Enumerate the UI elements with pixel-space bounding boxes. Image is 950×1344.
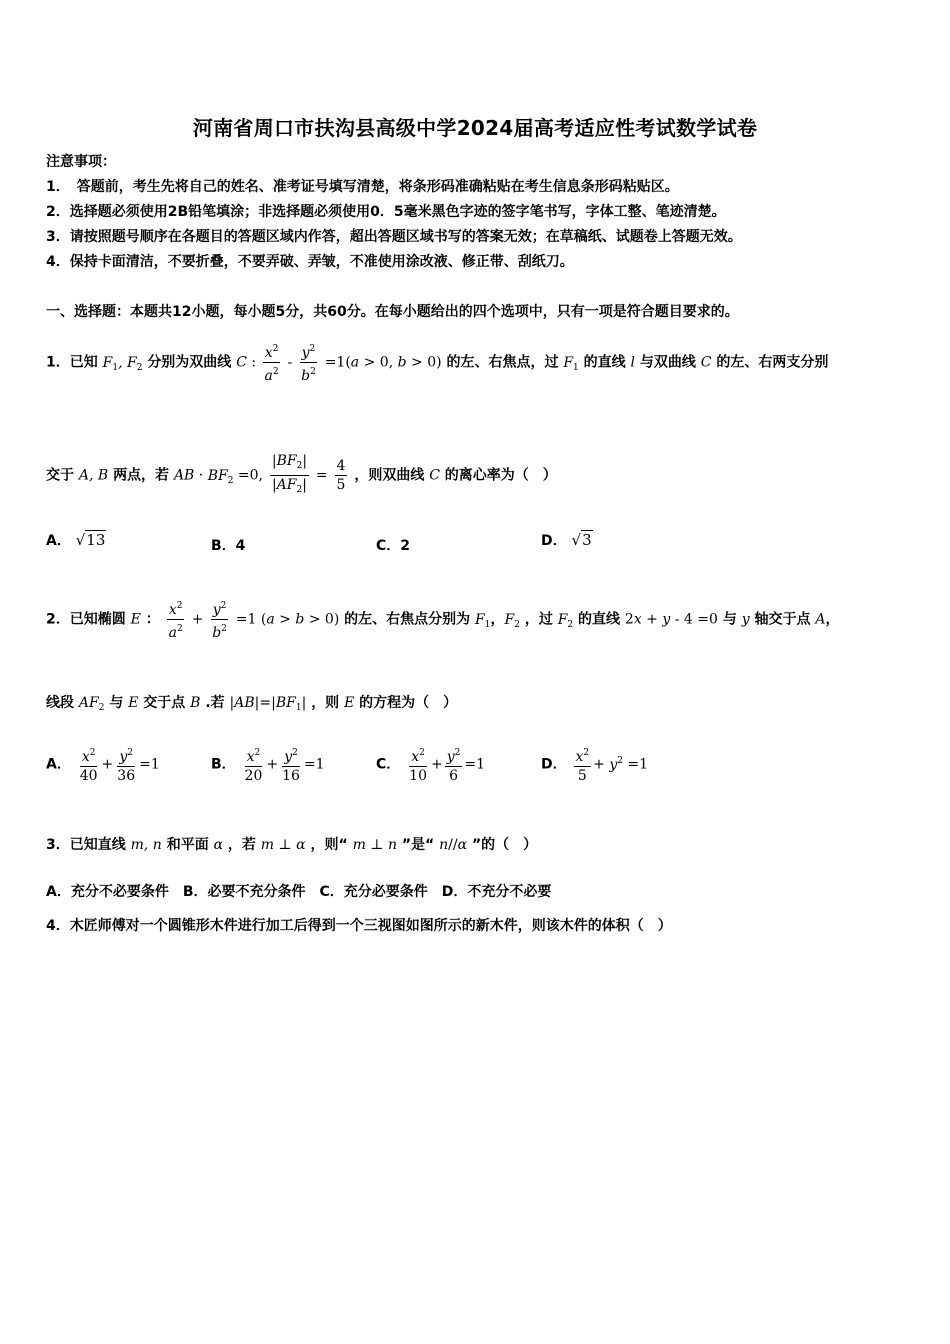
- notice-item-2: 2．选择题必须使用2B铅笔填涂；非选择题必须使用0．5毫米黑色字迹的签字笔书写，字体工整、笔迹清楚。: [46, 204, 726, 220]
- notice-item-4: 4．保持卡面清洁，不要折叠，不要弄破、弄皱，不准使用涂改液、修正带、刮纸刀。: [46, 254, 574, 270]
- q2-option-d[interactable]: D． $\frac{x^2}{5}$ + $y^2 =1$: [541, 744, 648, 785]
- question-3: 3．已知直线 m, n 和平面 α ，若 m ⊥ α ，则“ m ⊥ n ”是“ n//α ”的（ ）: [46, 837, 538, 853]
- question-4: 4．木匠师傅对一个圆锥形木件进行加工后得到一个三视图如图所示的新木件，则该木件的体积（ ）: [46, 918, 672, 934]
- question-3-options[interactable]: A．充分不必要条件 B．必要不充分条件 C．充分必要条件 D．不充分不必要: [46, 884, 552, 900]
- section-heading: 一、选择题：本题共12小题，每小题5分，共60分。在每小题给出的四个选项中，只有一项是符合题目要求的。: [46, 304, 739, 320]
- notice-item-3: 3．请按照题号顺序在各题目的答题区域内作答，超出答题区域书写的答案无效；在草稿纸、试题卷上答题无效。: [46, 229, 742, 245]
- question-2-line-1: 2．已知椭圆 E ： $\frac{x^2}{a^2}$ + $\frac{y^2}{b^2}$ =1 (a > b > 0) 的左、右焦点分别为 $F_1$，$F_2$ ，过 $F_2$ 的直线 2x + y - 4 =0 与 y 轴交于点 A，: [46, 597, 839, 642]
- question-1-line-2: 交于 A, B 两点，若 AB · $BF_2 =0$, $\frac{|BF_2|}{|AF_2|}$ = $\frac{4}{5}$ ，则双曲线 C 的离心率为（ ）: [46, 453, 557, 495]
- notice-heading: 注意事项：: [46, 154, 116, 170]
- q1-option-a[interactable]: A． √13: [46, 531, 106, 549]
- q1-option-b[interactable]: B．4: [211, 538, 246, 554]
- question-2-line-2: 线段 $AF_2$ 与 E 交于点 B .若 $|AB|=|BF_1|$ ，则 E 的方程为（ ）: [46, 695, 458, 713]
- notice-item-1: 1． 答题前，考生先将自己的姓名、准考证号填写清楚，将条形码准确粘贴在考生信息条形码粘贴区。: [46, 179, 679, 195]
- page-title: 河南省周口市扶沟县高级中学2024届高考适应性考试数学试卷: [192, 116, 758, 140]
- question-1-line-1: 1．已知 $F_1$, $F_2$ 分别为双曲线 C : $\frac{x^2}{a^2}$ - $\frac{y^2}{b^2}$ =1(a > 0, b > 0) 的左、右焦点，过 $F_1$ 的直线 l 与双曲线 C 的左、右两支分别: [46, 340, 828, 385]
- q1-option-d[interactable]: D． √3: [541, 531, 592, 549]
- q2-option-b[interactable]: B． $\frac{x^2}{20}$ + $\frac{y^2}{16}$ =1: [211, 744, 325, 785]
- q2-option-c[interactable]: C． $\frac{x^2}{10}$ + $\frac{y^2}{6}$ =1: [376, 744, 485, 785]
- q2-option-a[interactable]: A． $\frac{x^2}{40}$ + $\frac{y^2}{36}$ =1: [46, 744, 160, 785]
- q1-option-c[interactable]: C．2: [376, 538, 411, 554]
